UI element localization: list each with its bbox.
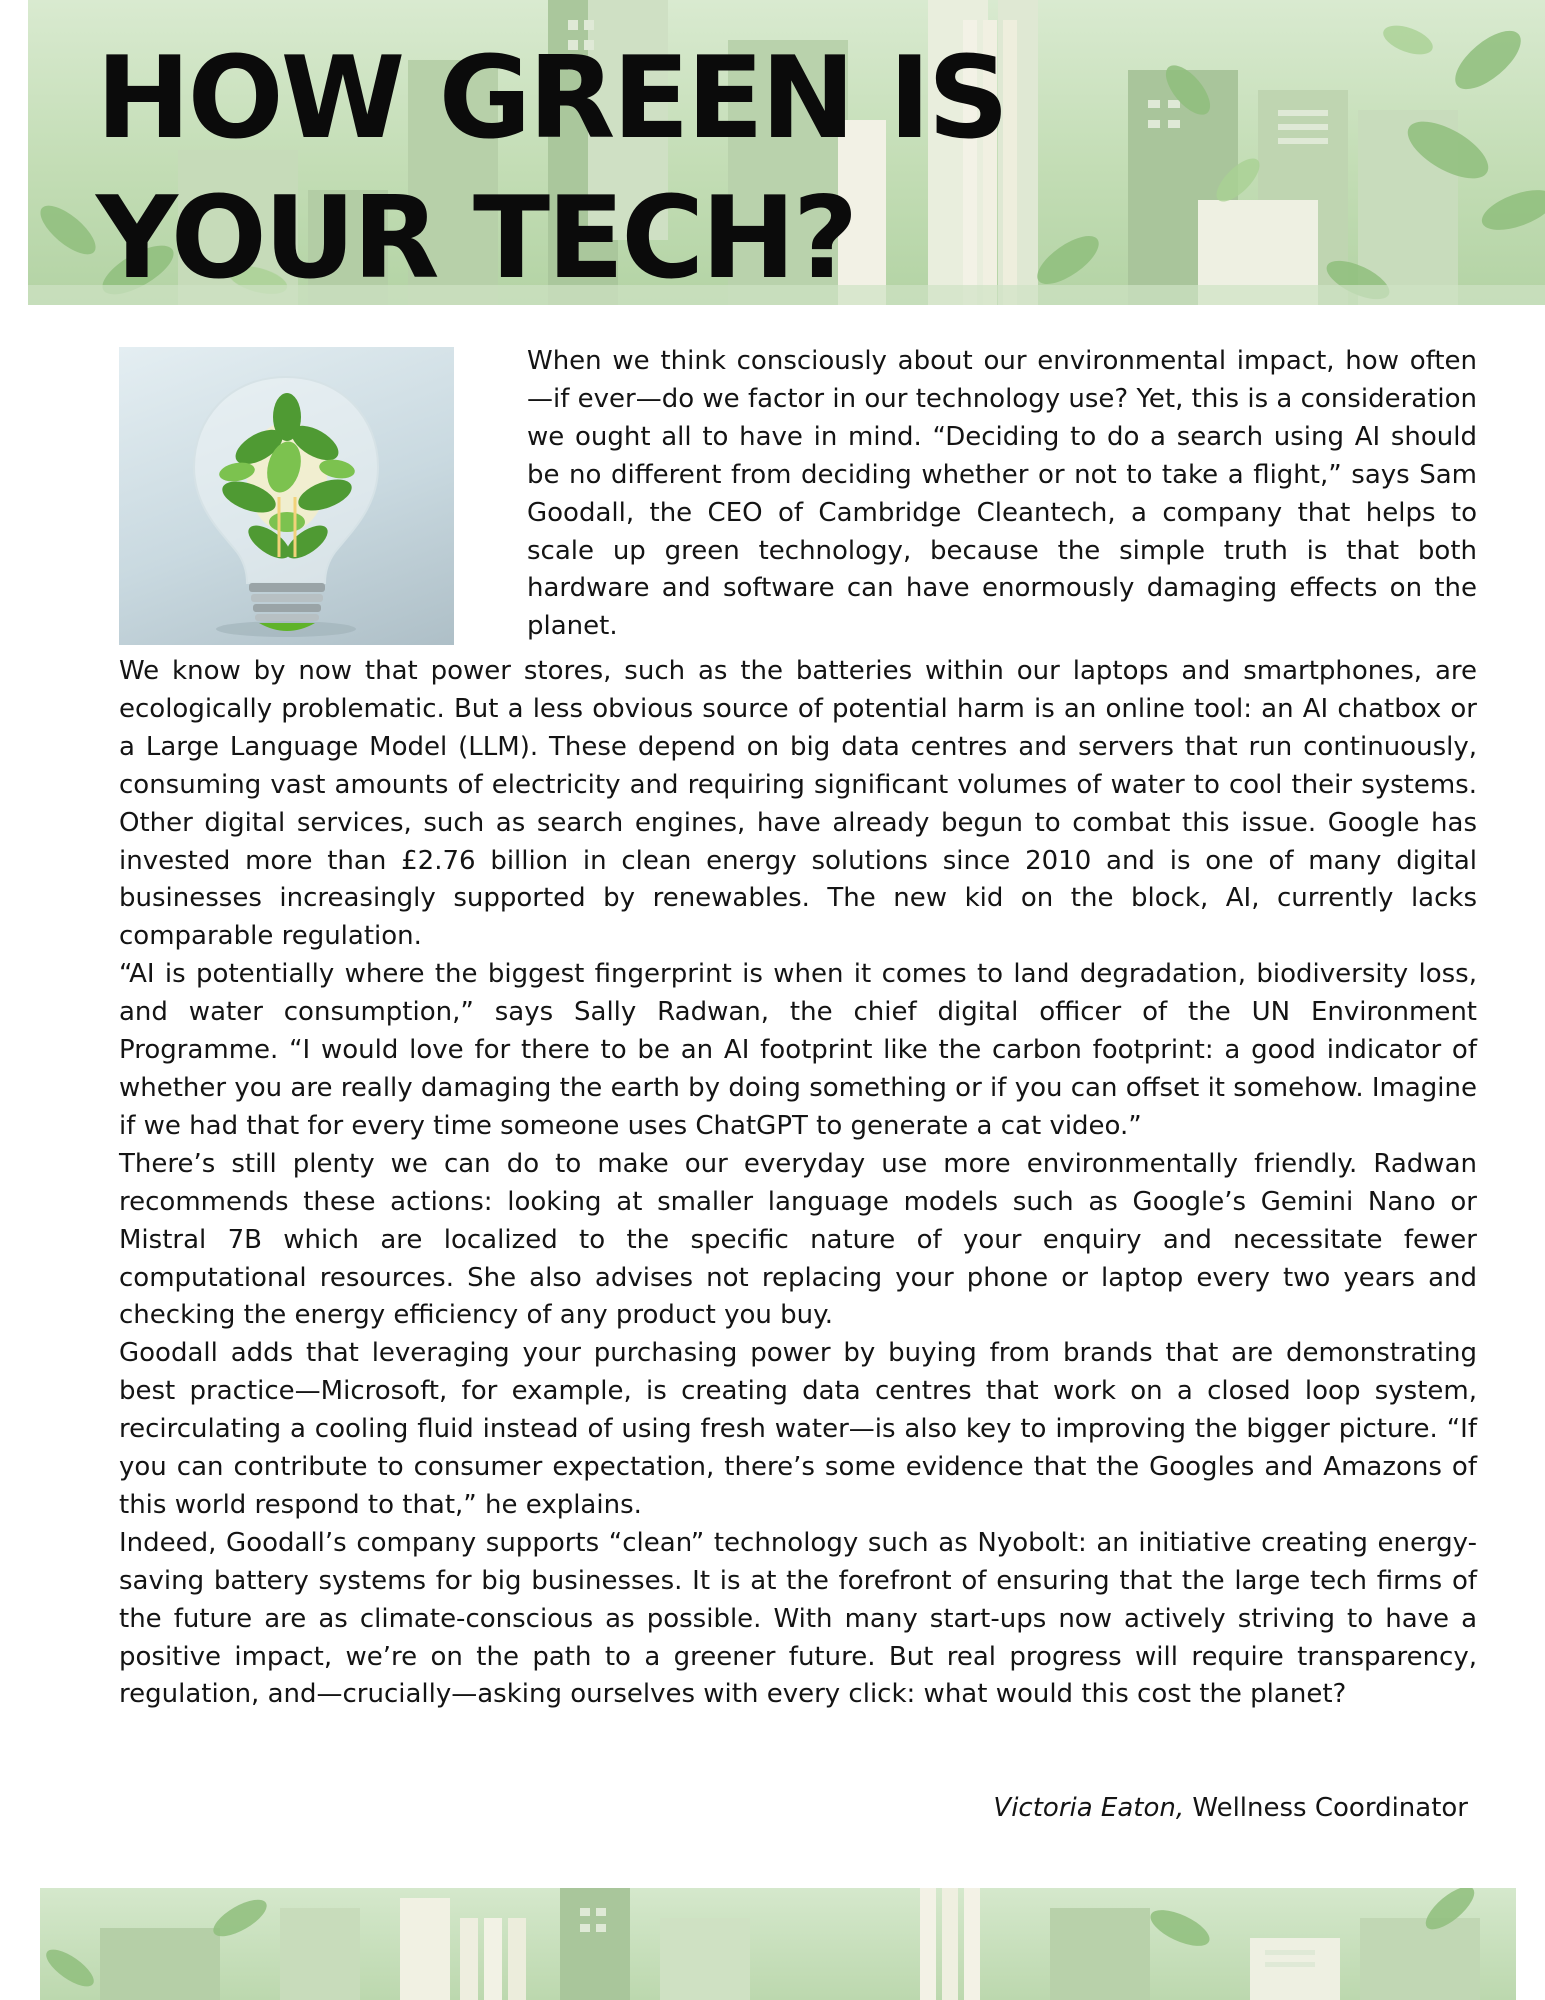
page-title bbox=[96, 28, 1006, 305]
page-title-line-2: YOUR TECH? bbox=[96, 172, 856, 304]
page-title-line-1: HOW GREEN IS bbox=[96, 32, 1007, 164]
author-role: Wellness Coordinator bbox=[1192, 1793, 1468, 1823]
article-body bbox=[119, 653, 1477, 1714]
author-name: Victoria Eaton, bbox=[993, 1793, 1185, 1823]
body-paragraph: There’s still plenty we can do to make our everyday use more environmentally friendly. Radwan recommends these actions: looking at smaller language models such as Google’s Gemini Nano or Mistral 7B which are localized to the specific nature of your enquiry and necessitate fewer computational resources. She also advises not replacing your phone or laptop every two years and checking the energy efficiency of any product you buy. bbox=[119, 1148, 1477, 1331]
author-signature bbox=[993, 1789, 1468, 1827]
body-paragraph: Indeed, Goodall’s company supports “clean” technology such as Nyobolt: an initiative creating energy-saving battery systems for big businesses. It is at the forefront of ensuring that the large tech firms of the future are as climate-conscious as possible. With many start-ups now actively striving to have a positive impact, we’re on the path to a greener future. But real progress will require transparency, regulation, and—crucially—asking ourselves with every click: what would this cost the planet? bbox=[119, 1527, 1477, 1710]
footer-banner bbox=[40, 1888, 1516, 2000]
body-paragraph: We know by now that power stores, such as the batteries within our laptops and smartphones, are ecologically problematic. But a less obvious source of potential harm is an online tool: an AI chatbox or a Large Language Model (LLM). These depend on big data centres and servers that run continuously, consuming vast amounts of electricity and requiring significant volumes of water to cool their systems. Other digital services, such as search engines, have already begun to combat this issue. Google has invested more than £2.76 billion in clean energy solutions since 2010 and is one of many digital businesses increasingly supported by renewables. The new kid on the block, AI, currently lacks comparable regulation. bbox=[119, 656, 1477, 952]
header-banner bbox=[28, 0, 1545, 305]
lightbulb-with-plants-icon bbox=[119, 347, 454, 645]
lightbulb-image bbox=[119, 347, 454, 645]
body-paragraph: Goodall adds that leveraging your purchasing power by buying from brands that are demonstrating best practice—Microsoft, for example, is creating data centres that work on a closed loop system, recirculating a cooling fluid instead of using fresh water—is also key to improving the bigger picture. “If you can contribute to consumer expectation, there’s some evidence that the Googles and Amazons of this world respond to that,” he explains. bbox=[119, 1338, 1477, 1520]
body-paragraph: “AI is potentially where the biggest fingerprint is when it comes to land degradation, biodiversity loss, and water consumption,” says Sally Radwan, the chief digital officer of the UN Environment Programme. “I would love for there to be an AI footprint like the carbon footprint: a good indicator of whether you are really damaging the earth by doing something or if you can offset it somehow. Imagine if we had that for every time someone uses ChatGPT to generate a cat video.” bbox=[119, 959, 1477, 1141]
intro-paragraph: When we think consciously about our environmental impact, how often—if ever—do we factor in our technology use? Yet, this is a consideration we ought all to have in mind. “Deciding to do a search using AI should be no different from deciding whether or not to take a flight,” says Sam Goodall, the CEO of Cambridge Cleantech, a company that helps to scale up green technology, because the simple truth is that both hardware and software can have enormously damaging effects on the planet. bbox=[527, 346, 1477, 642]
paper-city-illustration-icon bbox=[40, 1888, 1516, 2000]
